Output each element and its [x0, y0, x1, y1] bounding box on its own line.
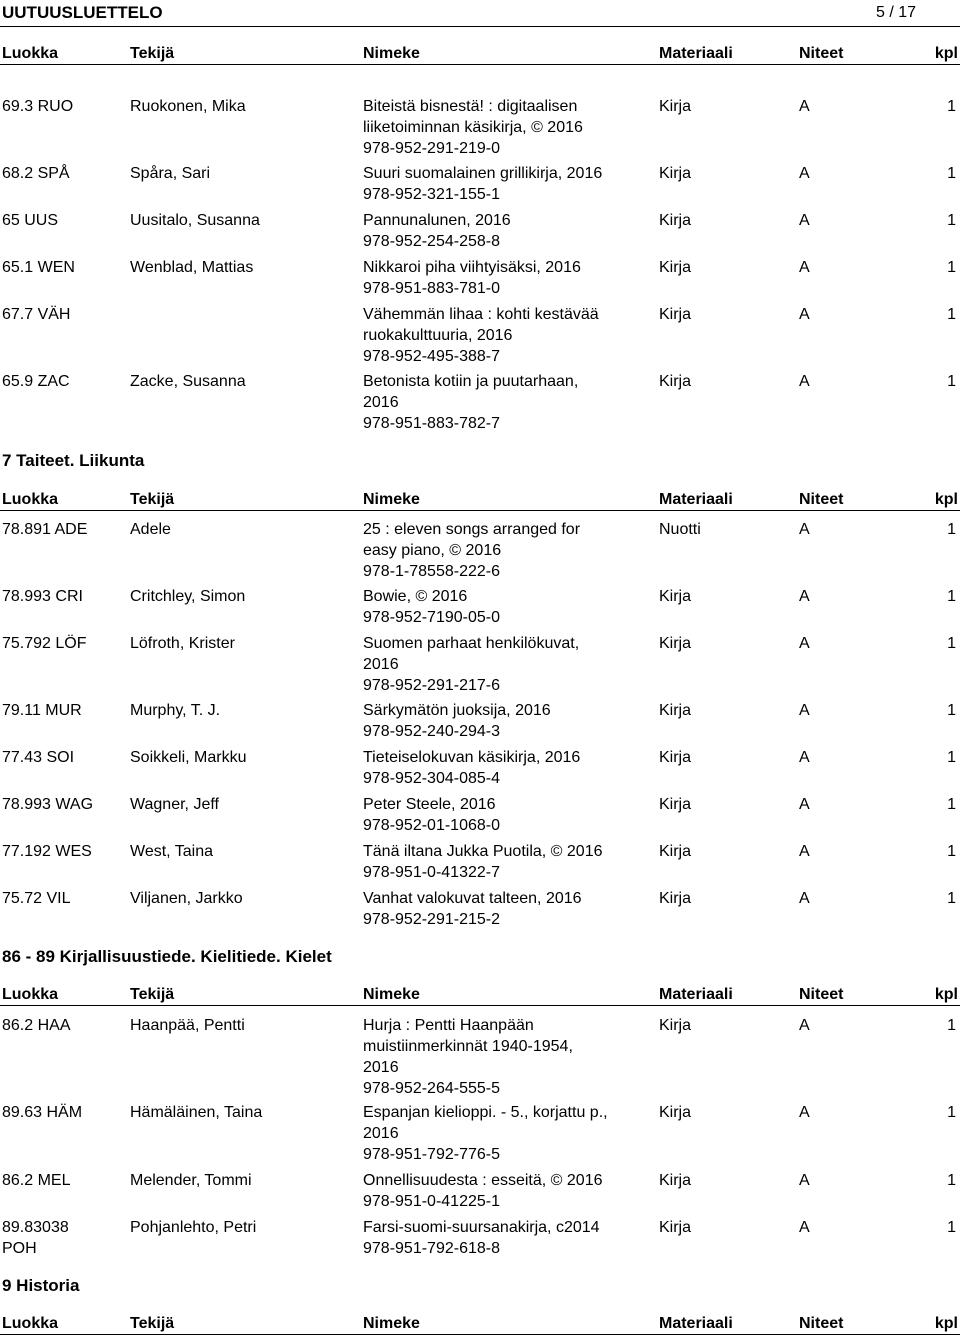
luokka-cell — [2, 700, 122, 721]
materiaali-cell: Kirja — [659, 749, 692, 766]
niteet-cell: A — [799, 98, 810, 115]
luokka-line: 67.7 VÄH — [2, 306, 71, 323]
tekija-cell: Zacke, Susanna — [130, 373, 246, 390]
column-header-row — [0, 40, 960, 65]
nimeke-line: 978-1-78558-222-6 — [363, 563, 500, 580]
luokka-cell — [2, 747, 122, 768]
nimeke-cell — [363, 747, 628, 789]
nimeke-line: 978-952-291-215-2 — [363, 911, 500, 928]
nimeke-line: 2016 — [363, 1125, 399, 1142]
nimeke-cell — [363, 1170, 628, 1212]
column-header-kpl: kpl — [934, 45, 958, 62]
niteet-cell: A — [799, 1172, 810, 1189]
nimeke-line: Vähemmän lihaa : kohti kestävää — [363, 306, 599, 323]
luokka-cell — [2, 586, 122, 607]
luokka-cell — [2, 1015, 122, 1036]
section-title: 9 Historia — [2, 1276, 80, 1295]
nimeke-line: 978-951-792-618-8 — [363, 1240, 500, 1257]
kpl-cell: 1 — [947, 890, 956, 907]
niteet-cell: A — [799, 588, 810, 605]
nimeke-line: 25 : eleven songs arranged for — [363, 521, 581, 538]
materiaali-cell: Kirja — [659, 588, 692, 605]
nimeke-line: 978-951-883-782-7 — [363, 415, 500, 432]
nimeke-cell — [363, 841, 628, 883]
niteet-cell: A — [799, 635, 810, 652]
tekija-cell: Wagner, Jeff — [130, 796, 219, 813]
nimeke-line: 978-952-291-217-6 — [363, 677, 500, 694]
column-header-tekija: Tekijä — [130, 491, 175, 508]
column-header-luokka: Luokka — [2, 491, 59, 508]
nimeke-cell — [363, 633, 628, 696]
luokka-line: 65.9 ZAC — [2, 373, 70, 390]
niteet-cell: A — [799, 1219, 810, 1236]
nimeke-cell — [363, 1015, 628, 1099]
kpl-cell: 1 — [947, 1017, 956, 1034]
nimeke-cell — [363, 700, 628, 742]
luokka-line: 78.891 ADE — [2, 521, 88, 538]
luokka-cell — [2, 163, 122, 184]
nimeke-line: Peter Steele, 2016 — [363, 796, 496, 813]
luokka-line: 89.83038 — [2, 1219, 69, 1236]
section-title: 7 Taiteet. Liikunta — [2, 451, 145, 470]
nimeke-cell — [363, 304, 628, 367]
column-header-nimeke: Nimeke — [363, 45, 420, 62]
niteet-cell: A — [799, 165, 810, 182]
nimeke-line: liiketoiminnan käsikirja, © 2016 — [363, 119, 583, 136]
luokka-line: 78.993 WAG — [2, 796, 94, 813]
column-header-niteet: Niteet — [799, 45, 844, 62]
luokka-line: 65 UUS — [2, 212, 59, 229]
materiaali-cell: Kirja — [659, 1219, 692, 1236]
tekija-cell: Uusitalo, Susanna — [130, 212, 260, 229]
nimeke-line: Onnellisuudesta : esseitä, © 2016 — [363, 1172, 603, 1189]
luokka-line: 89.63 HÄM — [2, 1104, 83, 1121]
column-header-materiaali: Materiaali — [659, 1315, 733, 1332]
nimeke-line: Vanhat valokuvat talteen, 2016 — [363, 890, 582, 907]
column-header-nimeke: Nimeke — [363, 491, 420, 508]
luokka-cell — [2, 633, 122, 654]
niteet-cell: A — [799, 373, 810, 390]
luokka-cell — [2, 1217, 122, 1259]
kpl-cell: 1 — [947, 702, 956, 719]
nimeke-line: 978-952-7190-05-0 — [363, 609, 500, 626]
kpl-cell: 1 — [947, 796, 956, 813]
tekija-cell: Spåra, Sari — [130, 165, 211, 182]
materiaali-cell: Kirja — [659, 165, 692, 182]
nimeke-line: 978-952-240-294-3 — [363, 723, 500, 740]
column-header-materiaali: Materiaali — [659, 45, 733, 62]
column-header-materiaali: Materiaali — [659, 986, 733, 1003]
luokka-line: 69.3 RUO — [2, 98, 74, 115]
niteet-cell: A — [799, 212, 810, 229]
page-number: 5 / 17 — [875, 4, 916, 21]
niteet-cell: A — [799, 749, 810, 766]
column-header-luokka: Luokka — [2, 986, 59, 1003]
kpl-cell: 1 — [947, 165, 956, 182]
kpl-cell: 1 — [947, 588, 956, 605]
nimeke-cell — [363, 257, 628, 299]
nimeke-line: 978-952-264-555-5 — [363, 1080, 500, 1097]
materiaali-cell: Kirja — [659, 1017, 692, 1034]
nimeke-cell — [363, 96, 628, 159]
materiaali-cell: Kirja — [659, 796, 692, 813]
tekija-cell: Murphy, T. J. — [130, 702, 221, 719]
nimeke-line: Bowie, © 2016 — [363, 588, 468, 605]
column-header-kpl: kpl — [934, 1315, 958, 1332]
nimeke-cell — [363, 163, 628, 205]
kpl-cell: 1 — [947, 373, 956, 390]
column-header-luokka: Luokka — [2, 1315, 59, 1332]
nimeke-cell — [363, 519, 628, 582]
column-header-niteet: Niteet — [799, 491, 844, 508]
column-header-materiaali: Materiaali — [659, 491, 733, 508]
nimeke-cell — [363, 1102, 628, 1165]
nimeke-line: 978-952-304-085-4 — [363, 770, 500, 787]
kpl-cell: 1 — [947, 521, 956, 538]
materiaali-cell: Kirja — [659, 212, 692, 229]
nimeke-line: 978-952-254-258-8 — [363, 233, 500, 250]
column-header-kpl: kpl — [934, 491, 958, 508]
nimeke-line: ruokakulttuuria, 2016 — [363, 327, 513, 344]
kpl-cell: 1 — [947, 259, 956, 276]
column-header-row — [0, 1310, 960, 1335]
column-header-tekija: Tekijä — [130, 45, 175, 62]
luokka-cell — [2, 257, 122, 278]
kpl-cell: 1 — [947, 749, 956, 766]
luokka-line: 86.2 MEL — [2, 1172, 71, 1189]
nimeke-line: Tänä iltana Jukka Puotila, © 2016 — [363, 843, 603, 860]
nimeke-line: Särkymätön juoksija, 2016 — [363, 702, 551, 719]
nimeke-line: 978-952-291-219-0 — [363, 140, 500, 157]
materiaali-cell: Kirja — [659, 98, 692, 115]
luokka-line: 77.192 WES — [2, 843, 92, 860]
luokka-cell — [2, 794, 122, 815]
tekija-cell: Melender, Tommi — [130, 1172, 252, 1189]
nimeke-line: 978-951-883-781-0 — [363, 280, 500, 297]
column-header-nimeke: Nimeke — [363, 1315, 420, 1332]
kpl-cell: 1 — [947, 212, 956, 229]
luokka-cell — [2, 1170, 122, 1191]
nimeke-cell — [363, 794, 628, 836]
column-header-niteet: Niteet — [799, 986, 844, 1003]
luokka-line: POH — [2, 1240, 37, 1257]
nimeke-line: muistiinmerkinnät 1940-1954, — [363, 1038, 573, 1055]
nimeke-line: Suuri suomalainen grillikirja, 2016 — [363, 165, 603, 182]
niteet-cell: A — [799, 1017, 810, 1034]
luokka-line: 75.792 LÖF — [2, 635, 87, 652]
luokka-line: 77.43 SOI — [2, 749, 75, 766]
kpl-cell: 1 — [947, 1172, 956, 1189]
nimeke-line: 2016 — [363, 656, 399, 673]
column-header-tekija: Tekijä — [130, 1315, 175, 1332]
luokka-line: 68.2 SPÅ — [2, 165, 70, 182]
niteet-cell: A — [799, 306, 810, 323]
tekija-cell: Critchley, Simon — [130, 588, 246, 605]
nimeke-cell — [363, 210, 628, 252]
tekija-cell: Wenblad, Mattias — [130, 259, 254, 276]
nimeke-cell — [363, 888, 628, 930]
luokka-line: 78.993 CRI — [2, 588, 83, 605]
tekija-cell: Adele — [130, 521, 171, 538]
tekija-cell: Pohjanlehto, Petri — [130, 1219, 257, 1236]
materiaali-cell: Kirja — [659, 259, 692, 276]
nimeke-cell — [363, 371, 628, 434]
column-header-row — [0, 486, 960, 511]
nimeke-line: 978-952-321-155-1 — [363, 186, 500, 203]
column-header-nimeke: Nimeke — [363, 986, 420, 1003]
luokka-line: 75.72 VIL — [2, 890, 71, 907]
nimeke-line: 2016 — [363, 1059, 399, 1076]
nimeke-cell — [363, 586, 628, 628]
nimeke-line: Hurja : Pentti Haanpään — [363, 1017, 534, 1034]
nimeke-line: Tieteiselokuvan käsikirja, 2016 — [363, 749, 581, 766]
materiaali-cell: Kirja — [659, 373, 692, 390]
nimeke-line: Biteistä bisnestä! : digitaalisen — [363, 98, 578, 115]
nimeke-line: 978-952-495-388-7 — [363, 348, 500, 365]
page-header — [0, 0, 960, 27]
luokka-cell — [2, 888, 122, 909]
nimeke-line: Nikkaroi piha viihtyisäksi, 2016 — [363, 259, 581, 276]
niteet-cell: A — [799, 702, 810, 719]
tekija-cell: Haanpää, Pentti — [130, 1017, 245, 1034]
niteet-cell: A — [799, 259, 810, 276]
luokka-cell — [2, 96, 122, 117]
nimeke-line: Farsi-suomi-suursanakirja, c2014 — [363, 1219, 600, 1236]
niteet-cell: A — [799, 843, 810, 860]
luokka-cell — [2, 519, 122, 540]
tekija-cell: Soikkeli, Markku — [130, 749, 247, 766]
materiaali-cell: Kirja — [659, 1172, 692, 1189]
nimeke-line: Suomen parhaat henkilökuvat, — [363, 635, 580, 652]
luokka-line: 86.2 HAA — [2, 1017, 71, 1034]
materiaali-cell: Kirja — [659, 635, 692, 652]
section-title: 86 - 89 Kirjallisuustiede. Kielitiede. Kielet — [2, 947, 332, 966]
materiaali-cell: Kirja — [659, 843, 692, 860]
materiaali-cell: Kirja — [659, 1104, 692, 1121]
nimeke-line: 978-951-792-776-5 — [363, 1146, 500, 1163]
kpl-cell: 1 — [947, 98, 956, 115]
luokka-line: 65.1 WEN — [2, 259, 75, 276]
nimeke-line: Espanjan kielioppi. - 5., korjattu p., — [363, 1104, 608, 1121]
kpl-cell: 1 — [947, 1219, 956, 1236]
nimeke-line: 2016 — [363, 394, 399, 411]
column-header-row — [0, 981, 960, 1006]
column-header-kpl: kpl — [934, 986, 958, 1003]
tekija-cell: Hämäläinen, Taina — [130, 1104, 263, 1121]
luokka-line: 79.11 MUR — [2, 702, 82, 719]
column-header-tekija: Tekijä — [130, 986, 175, 1003]
tekija-cell: Viljanen, Jarkko — [130, 890, 243, 907]
nimeke-cell — [363, 1217, 628, 1259]
luokka-cell — [2, 371, 122, 392]
kpl-cell: 1 — [947, 635, 956, 652]
nimeke-line: Betonista kotiin ja puutarhaan, — [363, 373, 579, 390]
page-title: UUTUUSLUETTELO — [2, 3, 163, 22]
luokka-cell — [2, 304, 122, 325]
luokka-cell — [2, 210, 122, 231]
nimeke-line: 978-951-0-41225-1 — [363, 1193, 500, 1210]
tekija-cell: Ruokonen, Mika — [130, 98, 246, 115]
nimeke-line: 978-952-01-1068-0 — [363, 817, 500, 834]
nimeke-line: Pannunalunen, 2016 — [363, 212, 511, 229]
niteet-cell: A — [799, 796, 810, 813]
nimeke-line: easy piano, © 2016 — [363, 542, 502, 559]
niteet-cell: A — [799, 1104, 810, 1121]
luokka-cell — [2, 1102, 122, 1123]
luokka-cell — [2, 841, 122, 862]
column-header-luokka: Luokka — [2, 45, 59, 62]
materiaali-cell: Kirja — [659, 890, 692, 907]
column-header-niteet: Niteet — [799, 1315, 844, 1332]
kpl-cell: 1 — [947, 1104, 956, 1121]
materiaali-cell: Nuotti — [659, 521, 701, 538]
niteet-cell: A — [799, 890, 810, 907]
kpl-cell: 1 — [947, 843, 956, 860]
niteet-cell: A — [799, 521, 810, 538]
materiaali-cell: Kirja — [659, 702, 692, 719]
tekija-cell: West, Taina — [130, 843, 214, 860]
materiaali-cell: Kirja — [659, 306, 692, 323]
kpl-cell: 1 — [947, 306, 956, 323]
nimeke-line: 978-951-0-41322-7 — [363, 864, 500, 881]
tekija-cell: Löfroth, Krister — [130, 635, 235, 652]
